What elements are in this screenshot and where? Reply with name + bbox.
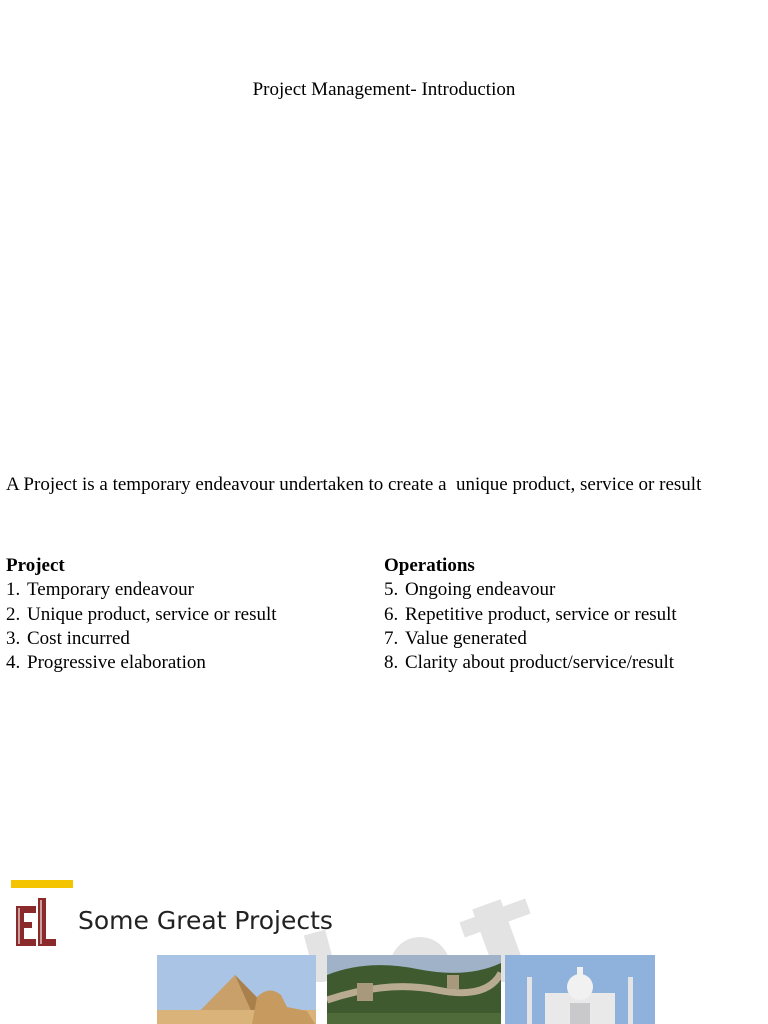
list-number: 2. [6,603,21,625]
great-wall-photo [327,955,501,1024]
project-heading: Project [6,555,65,576]
el-logo-icon [12,892,60,956]
list-item [6,578,277,602]
project-definition: A Project is a temporary endeavour undertaken to create a unique product, service or result [6,474,702,495]
accent-bar [11,880,73,888]
list-item [384,651,677,675]
operations-column [384,554,677,675]
list-item [384,578,677,602]
list-item [6,651,277,675]
list-text: Progressive elaboration [27,652,206,674]
slide-title: Some Great Projects [78,906,333,935]
operations-heading: Operations [384,555,475,576]
list-number: 3. [6,627,21,649]
list-item [6,603,277,627]
list-number: 8. [384,652,399,674]
project-list [6,578,277,675]
taj-mahal-photo [505,955,655,1024]
list-text: Value generated [405,627,527,649]
list-number: 5. [384,579,399,601]
list-number: 1. [6,579,21,601]
list-number: 4. [6,652,21,674]
list-text: Clarity about product/service/result [405,652,675,674]
list-item [384,603,677,627]
list-text: Unique product, service or result [27,603,277,625]
list-text: Cost incurred [27,627,130,649]
list-text: Temporary endeavour [27,579,194,601]
list-item [384,627,677,651]
list-item [6,627,277,651]
list-text: Ongoing endeavour [405,579,556,601]
pyramids-sphinx-photo [157,955,316,1024]
page-title: Project Management- Introduction [252,79,516,100]
list-number: 7. [384,627,399,649]
operations-list [384,578,677,675]
list-number: 6. [384,603,399,625]
project-column [6,554,277,675]
list-text: Repetitive product, service or result [405,603,677,625]
embedded-slide [0,872,768,1024]
